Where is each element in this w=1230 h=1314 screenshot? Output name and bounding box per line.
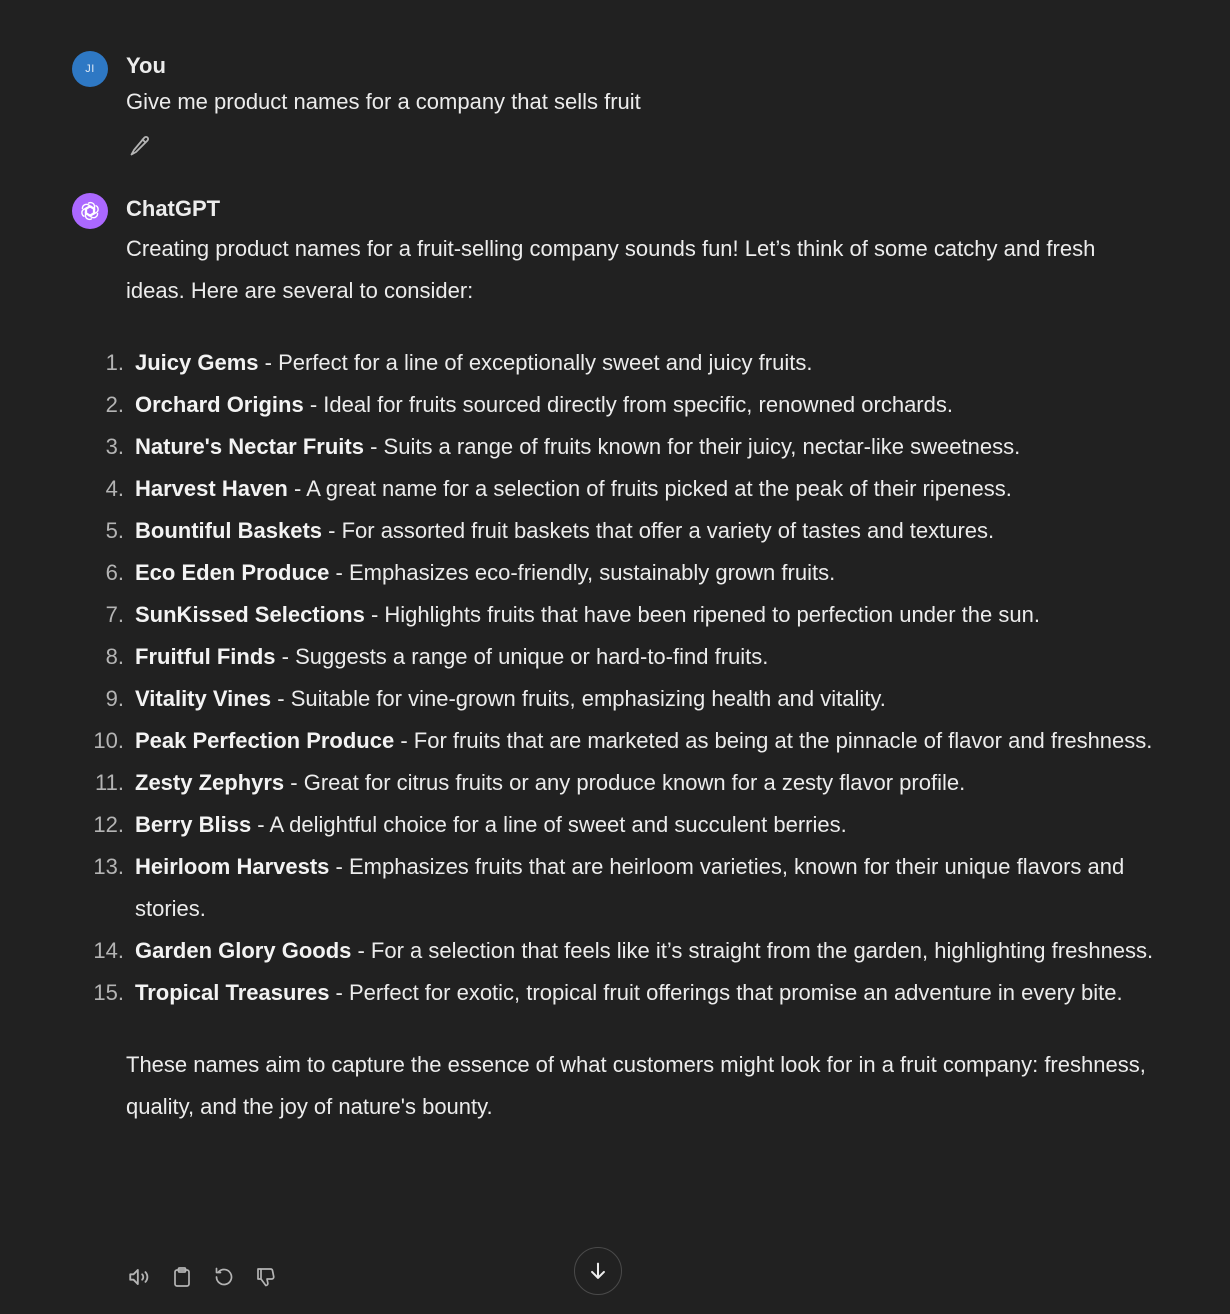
list-item xyxy=(105,594,1166,636)
list-item-number: 12. xyxy=(93,812,124,837)
list-item xyxy=(105,426,1166,468)
product-name: SunKissed Selections xyxy=(135,602,365,627)
product-description: - Suggests a range of unique or hard-to-find fruits. xyxy=(275,644,769,669)
product-name: Garden Glory Goods xyxy=(135,938,352,963)
list-item-number: 7. xyxy=(105,602,124,627)
product-name: Heirloom Harvests xyxy=(135,854,330,879)
product-description: - Suitable for vine-grown fruits, emphasizing health and vitality. xyxy=(271,686,886,711)
list-item xyxy=(93,720,1166,762)
pencil-icon xyxy=(128,134,152,158)
scroll-to-bottom-button[interactable] xyxy=(574,1247,622,1295)
list-item-number: 14. xyxy=(93,938,124,963)
product-name: Juicy Gems xyxy=(135,350,259,375)
list-item xyxy=(105,342,1166,384)
read-aloud-button[interactable] xyxy=(126,1263,154,1291)
list-item-number: 4. xyxy=(105,476,124,501)
product-description: - Emphasizes eco-friendly, sustainably grown fruits. xyxy=(329,560,836,585)
list-item-number: 15. xyxy=(93,980,124,1005)
product-description: - Great for citrus fruits or any produce known for a zesty flavor profile. xyxy=(284,770,966,795)
product-name: Nature's Nectar Fruits xyxy=(135,434,364,459)
regenerate-icon xyxy=(212,1265,236,1289)
list-item xyxy=(105,468,1166,510)
copy-icon xyxy=(170,1265,194,1289)
thumbs-down-icon xyxy=(254,1265,278,1289)
product-description: - A delightful choice for a line of sweet and succulent berries. xyxy=(251,812,847,837)
product-name-list xyxy=(93,342,1166,1014)
list-item xyxy=(105,384,1166,426)
list-item xyxy=(93,804,1166,846)
list-item xyxy=(95,762,1166,804)
list-item xyxy=(105,552,1166,594)
list-item xyxy=(93,930,1166,972)
list-item-number: 8. xyxy=(105,644,124,669)
list-item-number: 2. xyxy=(105,392,124,417)
edit-message-button[interactable] xyxy=(126,132,154,160)
product-name: Orchard Origins xyxy=(135,392,304,417)
product-name: Tropical Treasures xyxy=(135,980,330,1005)
list-item-number: 6. xyxy=(105,560,124,585)
list-item xyxy=(105,678,1166,720)
list-item xyxy=(93,972,1166,1014)
product-name: Eco Eden Produce xyxy=(135,560,330,585)
user-avatar xyxy=(72,51,108,87)
arrow-down-icon xyxy=(587,1260,609,1282)
copy-button[interactable] xyxy=(168,1263,196,1291)
list-item-number: 5. xyxy=(105,518,124,543)
assistant-outro-text: These names aim to capture the essence of what customers might look for in a fruit company: freshness, quality, and the joy of nature's bounty. xyxy=(126,1052,1146,1119)
chatgpt-avatar xyxy=(72,193,108,229)
product-name: Berry Bliss xyxy=(135,812,252,837)
assistant-message-body xyxy=(93,228,1166,1128)
product-description: - Ideal for fruits sourced directly from specific, renowned orchards. xyxy=(303,392,953,417)
regenerate-button[interactable] xyxy=(210,1263,238,1291)
product-name: Fruitful Finds xyxy=(135,644,276,669)
list-item xyxy=(105,636,1166,678)
list-item-number: 11. xyxy=(95,770,124,795)
product-description: - Perfect for exotic, tropical fruit offerings that promise an adventure in every bite. xyxy=(329,980,1123,1005)
list-item-number: 13. xyxy=(93,854,124,879)
user-avatar-initials: JI xyxy=(85,63,95,75)
product-name: Zesty Zephyrs xyxy=(135,770,285,795)
read-aloud-icon xyxy=(127,1264,153,1290)
list-item-number: 1. xyxy=(105,350,124,375)
product-name: Peak Perfection Produce xyxy=(135,728,395,753)
product-name: Vitality Vines xyxy=(135,686,272,711)
list-item xyxy=(93,846,1166,930)
assistant-author-name: ChatGPT xyxy=(126,196,221,221)
list-item xyxy=(105,510,1166,552)
assistant-intro-text: Creating product names for a fruit-selling company sounds fun! Let’s think of some catchy and fresh ideas. Here are several to consider: xyxy=(126,236,1096,303)
list-item-number: 9. xyxy=(105,686,124,711)
product-description: - For a selection that feels like it’s straight from the garden, highlighting freshness. xyxy=(351,938,1154,963)
user-message-text: Give me product names for a company that sells fruit xyxy=(126,89,641,114)
list-item-number: 10. xyxy=(93,728,124,753)
product-description: - For fruits that are marketed as being at the pinnacle of flavor and freshness. xyxy=(394,728,1153,753)
product-description: - Emphasizes fruits that are heirloom varieties, known for their unique flavors and stories. xyxy=(135,854,1125,921)
message-actions xyxy=(126,1263,280,1291)
product-description: - For assorted fruit baskets that offer a variety of tastes and textures. xyxy=(322,518,995,543)
openai-logo-icon xyxy=(78,199,102,223)
product-description: - Highlights fruits that have been ripened to perfection under the sun. xyxy=(364,602,1040,627)
product-name: Bountiful Baskets xyxy=(135,518,323,543)
product-description: - Suits a range of fruits known for their juicy, nectar-like sweetness. xyxy=(363,434,1021,459)
product-description: - Perfect for a line of exceptionally sweet and juicy fruits. xyxy=(258,350,813,375)
list-item-number: 3. xyxy=(105,434,124,459)
product-name: Harvest Haven xyxy=(135,476,288,501)
user-author-name: You xyxy=(126,53,166,78)
thumbs-down-button[interactable] xyxy=(252,1263,280,1291)
product-description: - A great name for a selection of fruits picked at the peak of their ripeness. xyxy=(287,476,1012,501)
